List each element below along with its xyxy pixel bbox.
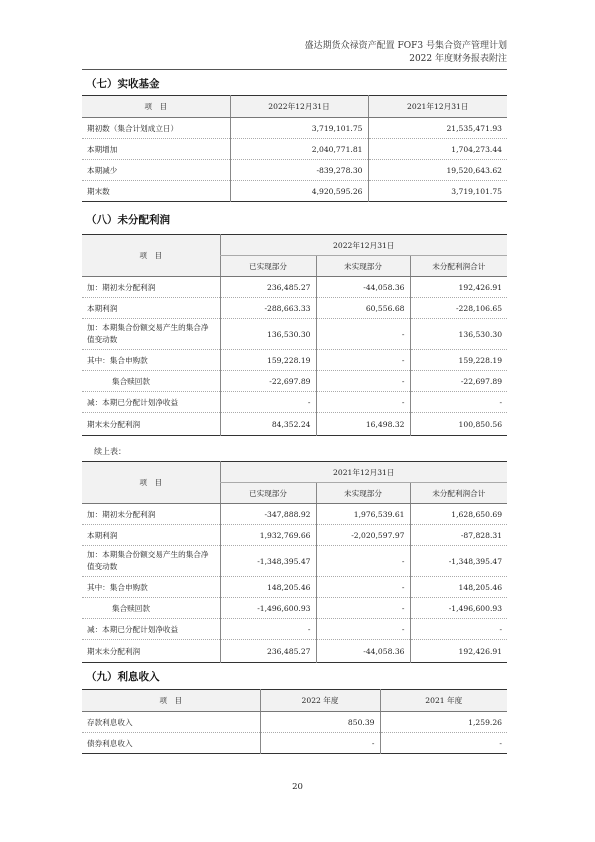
cell-value: - (316, 546, 410, 577)
cell-value: -22,697.89 (220, 371, 316, 392)
cell-value: 19,520,643.62 (368, 160, 507, 181)
table-row (82, 733, 507, 754)
row-label: 本期利润 (82, 298, 220, 319)
row-label: 期末未分配利润 (82, 640, 220, 663)
cell-value: - (316, 619, 410, 640)
period-header: 2022年12月31日 (220, 235, 507, 256)
row-label: 加：期初未分配利润 (82, 504, 220, 525)
continued-label: 续上表： (94, 447, 126, 456)
column-header: 未分配利润合计 (410, 256, 507, 277)
column-header: 已实现部分 (220, 483, 316, 504)
table-row (82, 139, 507, 160)
table-header-row (82, 690, 507, 712)
section-title-interest-income: （九）利息收入 (86, 671, 160, 683)
cell-value: - (316, 319, 410, 350)
column-header: 项 目 (82, 690, 260, 712)
row-label: 存款利息收入 (82, 712, 260, 733)
cell-value: -44,058.36 (316, 277, 410, 298)
cell-value: 1,628,650.69 (410, 504, 507, 525)
header-rule (82, 69, 507, 70)
cell-value: 1,976,539.61 (316, 504, 410, 525)
cell-value: 21,535,471.93 (368, 118, 507, 139)
table-row (82, 277, 507, 298)
undistributed-profit-2022-table (82, 234, 507, 436)
table-row (82, 319, 507, 350)
column-header: 2022年12月31日 (230, 96, 368, 118)
table-header-row (82, 462, 507, 483)
table-row (82, 160, 507, 181)
table-row (82, 577, 507, 598)
row-label: 其中：集合申购款 (82, 577, 220, 598)
column-header: 项 目 (82, 235, 220, 277)
cell-value: 1,259.26 (380, 712, 507, 733)
cell-value: 148,205.46 (220, 577, 316, 598)
row-label: 加：期初未分配利润 (82, 277, 220, 298)
table-row (82, 598, 507, 619)
column-header: 2021 年度 (380, 690, 507, 712)
undistributed-profit-2021-table (82, 461, 507, 663)
table-row (82, 181, 507, 202)
table-header-row (82, 96, 507, 118)
cell-value: -1,496,600.93 (220, 598, 316, 619)
cell-value: 1,932,769.66 (220, 525, 316, 546)
cell-value: - (380, 733, 507, 754)
table-header-row (82, 235, 507, 256)
cell-value: 159,228.19 (410, 350, 507, 371)
cell-value: -1,348,395.47 (220, 546, 316, 577)
cell-value: - (316, 598, 410, 619)
cell-value: 136,530.30 (410, 319, 507, 350)
table-row (82, 371, 507, 392)
column-header: 2022 年度 (260, 690, 380, 712)
cell-value: -22,697.89 (410, 371, 507, 392)
row-label: 期末数 (82, 181, 230, 202)
table-row (82, 712, 507, 733)
table-row (82, 392, 507, 413)
column-header: 未实现部分 (316, 256, 410, 277)
column-header: 未实现部分 (316, 483, 410, 504)
page-header (305, 40, 507, 66)
column-header: 2021年12月31日 (368, 96, 507, 118)
row-label: 减：本期已分配计划净收益 (82, 619, 220, 640)
cell-value: 1,704,273.44 (368, 139, 507, 160)
row-label: 期末未分配利润 (82, 413, 220, 436)
cell-value: - (260, 733, 380, 754)
cell-value: 159,228.19 (220, 350, 316, 371)
row-label: 债券利息收入 (82, 733, 260, 754)
row-label: 本期减少 (82, 160, 230, 181)
cell-value: 148,205.46 (410, 577, 507, 598)
cell-value: -288,663.33 (220, 298, 316, 319)
cell-value: 236,485.27 (220, 277, 316, 298)
cell-value: 2,040,771.81 (230, 139, 368, 160)
cell-value: - (220, 392, 316, 413)
row-label: 加：本期集合份额交易产生的集合净值变动数 (82, 546, 220, 577)
page-number: 20 (292, 782, 303, 792)
cell-value: 192,426.91 (410, 640, 507, 663)
column-header: 未分配利润合计 (410, 483, 507, 504)
cell-value: -228,106.65 (410, 298, 507, 319)
table-row (82, 546, 507, 577)
row-label: 其中：集合申购款 (82, 350, 220, 371)
cell-value: - (316, 350, 410, 371)
header-report-name: 2022 年度财务报表附注 (409, 54, 507, 64)
table-row (82, 350, 507, 371)
cell-value: 84,352.24 (220, 413, 316, 436)
table-row (82, 118, 507, 139)
row-label: 加：本期集合份额交易产生的集合净值变动数 (82, 319, 220, 350)
row-label: 本期利润 (82, 525, 220, 546)
cell-value: -347,888.92 (220, 504, 316, 525)
cell-value: 60,556.68 (316, 298, 410, 319)
row-label: 集合赎回款 (82, 598, 220, 619)
section-title-undistributed-profit: （八）未分配利润 (86, 214, 170, 226)
cell-value: - (410, 392, 507, 413)
period-header: 2021年12月31日 (220, 462, 507, 483)
table-row (82, 525, 507, 546)
section-title-paid-in-fund: （七）实收基金 (86, 78, 160, 90)
cell-value: 850.39 (260, 712, 380, 733)
cell-value: - (220, 619, 316, 640)
cell-value: - (316, 392, 410, 413)
header-plan-name: 盛达期货众禄资产配置 FOF3 号集合资产管理计划 (304, 41, 507, 51)
table-row (82, 619, 507, 640)
row-label: 集合赎回款 (82, 371, 220, 392)
column-header: 已实现部分 (220, 256, 316, 277)
cell-value: 136,530.30 (220, 319, 316, 350)
column-header: 项 目 (82, 96, 230, 118)
interest-income-table (82, 689, 507, 754)
cell-value: - (316, 371, 410, 392)
cell-value: -87,828.31 (410, 525, 507, 546)
cell-value: -1,496,600.93 (410, 598, 507, 619)
cell-value: 4,920,595.26 (230, 181, 368, 202)
cell-value: -1,348,395.47 (410, 546, 507, 577)
cell-value: 3,719,101.75 (368, 181, 507, 202)
cell-value: 192,426.91 (410, 277, 507, 298)
cell-value: -44,058.36 (316, 640, 410, 663)
table-row (82, 413, 507, 436)
row-label: 减：本期已分配计划净收益 (82, 392, 220, 413)
column-header: 项 目 (82, 462, 220, 504)
cell-value: 3,719,101.75 (230, 118, 368, 139)
cell-value: -839,278.30 (230, 160, 368, 181)
cell-value: - (410, 619, 507, 640)
cell-value: 16,498.32 (316, 413, 410, 436)
paid-in-fund-table (82, 95, 507, 202)
row-label: 本期增加 (82, 139, 230, 160)
cell-value: - (316, 577, 410, 598)
table-row (82, 504, 507, 525)
cell-value: 100,850.56 (410, 413, 507, 436)
cell-value: -2,020,597.97 (316, 525, 410, 546)
row-label: 期初数（集合计划成立日） (82, 118, 230, 139)
table-row (82, 298, 507, 319)
cell-value: 236,485.27 (220, 640, 316, 663)
table-row (82, 640, 507, 663)
